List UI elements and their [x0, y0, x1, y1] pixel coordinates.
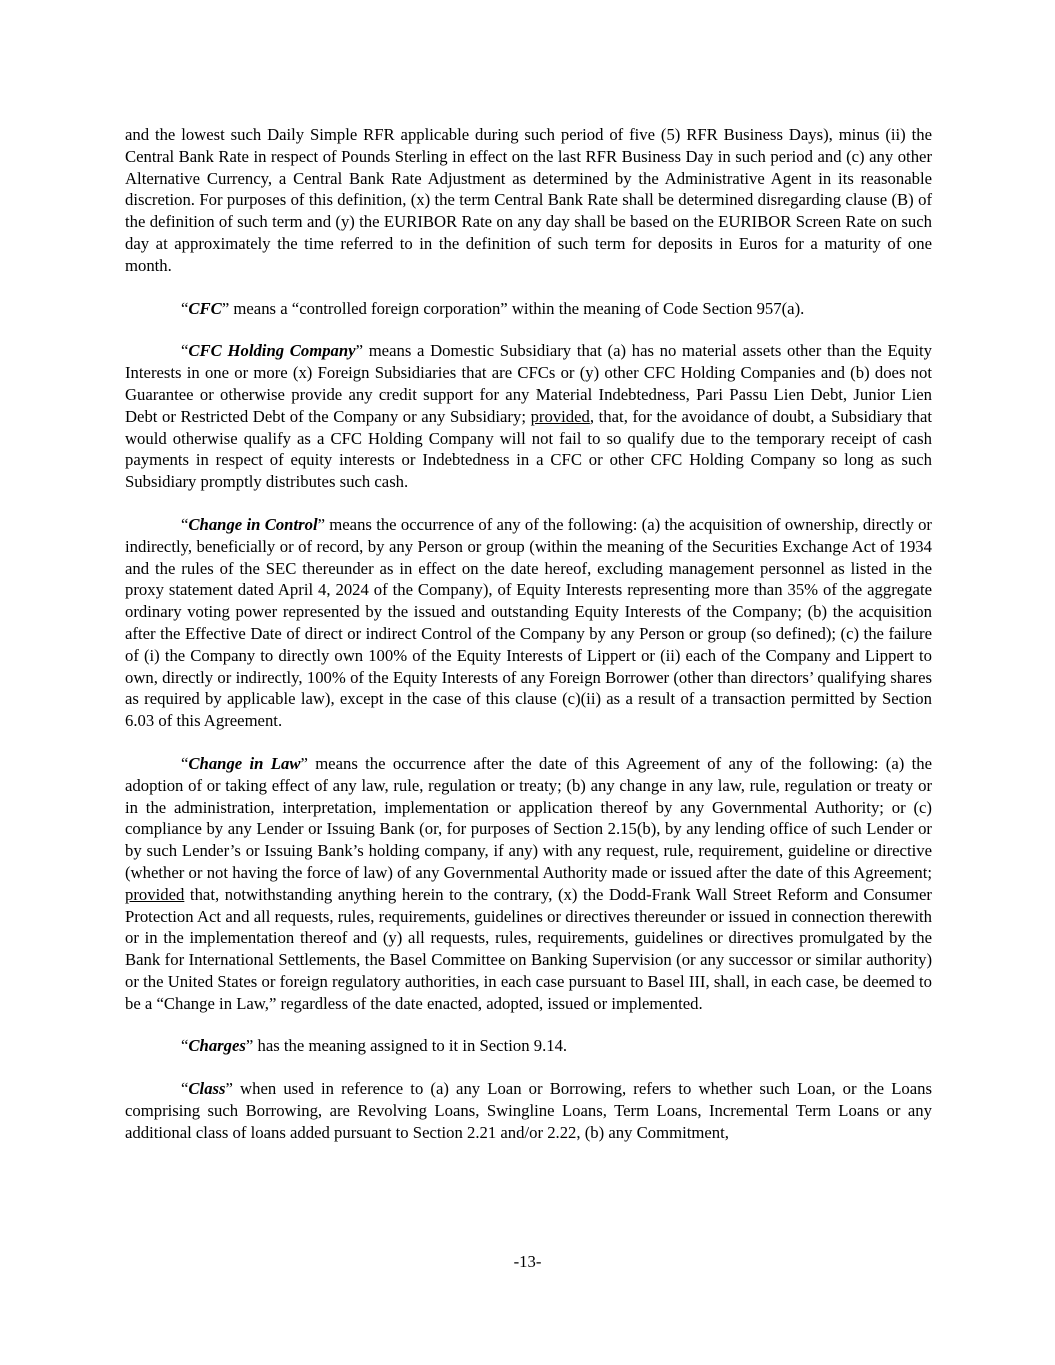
definition-text: ” means a “controlled foreign corporation” within the meaning of Code Section 957(a).	[221, 298, 805, 318]
defined-term: CFC	[188, 298, 222, 318]
defined-term: CFC Holding Company	[188, 341, 356, 361]
definition-change-in-law	[125, 753, 932, 1015]
definition-text: ” when used in reference to (a) any Loan or Borrowing, refers to whether such Loan, or the Loans comprising such Borrowing, are Revolving Loans, Swingline Loans, Term Loans, Incremental Term Loans or any additional class of loans added pursuant to Section 2.21 and/or 2.22, (b) any Commitment,	[125, 1079, 932, 1142]
definition-class	[125, 1078, 932, 1143]
open-quote: “	[181, 341, 189, 361]
open-quote: “	[181, 1036, 189, 1056]
definition-cfc-holding-company	[125, 340, 932, 493]
paragraph-continuation: and the lowest such Daily Simple RFR applicable during such period of five (5) RFR Business Days), minus (ii) the Central Bank Rate in respect of Pounds Sterling in effect on the last RFR Business Day in such period and (c) any other Alternative Currency, a Central Bank Rate Adjustment as determined by the Administrative Agent in its reasonable discretion. For purposes of this definition, (x) the term Central Bank Rate shall be determined disregarding clause (B) of the definition of such term and (y) the EURIBOR Rate on any day shall be based on the EURIBOR Screen Rate on such day at approximately the time referred to in the definition of such term for deposits in Euros for a maturity of one month.	[125, 125, 932, 275]
defined-term: Charges	[188, 1036, 246, 1056]
definition-text: ” means the occurrence of any of the following: (a) the acquisition of ownership, directly or indirectly, beneficially or of record, by any Person or group (within the meaning of the Securities Exchange Act of 1934 and the rules of the SEC thereunder as in effect on the date hereof, excluding management personnel as listed in the proxy statement dated April 4, 2024 of the Company), of Equity Interests representing more than 35% of the aggregate ordinary voting power represented by the issued and outstanding Equity Interests of the Company; (b) the acquisition after the Effective Date of direct or indirect Control of the Company by any Person or group (so defined); (c) the failure of (i) the Company to directly own 100% of the Equity Interests of Lippert or (ii) each of the Company and Lippert to own, directly or indirectly, 100% of the Equity Interests of any Foreign Borrower (other than directors’ qualifying shares as required by applicable law), except in the case of this clause (c)(ii) as a result of a transaction permitted by Section 6.03 of this Agreement.	[125, 514, 932, 731]
open-quote: “	[181, 753, 189, 773]
defined-term: Class	[188, 1079, 226, 1099]
open-quote: “	[181, 1079, 189, 1099]
underlined-proviso: provided	[530, 406, 590, 426]
definition-charges	[125, 1035, 932, 1057]
open-quote: “	[181, 298, 189, 318]
document-page	[125, 124, 932, 1144]
definition-text-continued: , that, for the avoidance of doubt, a Subsidiary that would otherwise qualify as a CFC Holding Company will not fail to so qualify due to the temporary receipt of cash payments in respect of equity interests or Indebtedness in a CFC or other CFC Holding Company so long as such Subsidiary promptly distributes such cash.	[125, 406, 932, 492]
open-quote: “	[181, 514, 189, 534]
underlined-proviso: provided	[125, 884, 185, 904]
definition-text: ” means the occurrence after the date of this Agreement of any of the following: (a) the adoption of or taking effect of any law, rule, regulation or treaty; (b) any change in any law, rule, regulation or treaty or in the administration, interpretation, implementation or application thereof by any Governmental Authority; or (c) compliance by any Lender or Issuing Bank (or, for purposes of Section 2.15(b), by any lending office of such Lender or by such Lender’s or Issuing Bank’s holding company, if any) with any request, rule, requirement, guideline or directive (whether or not having the force of law) of any Governmental Authority made or issued after the date of this Agreement;	[125, 753, 932, 882]
definition-change-in-control	[125, 514, 932, 732]
page-number: -13-	[513, 1252, 542, 1271]
definition-text-continued: that, notwithstanding anything herein to the contrary, (x) the Dodd-Frank Wall Street Reform and Consumer Protection Act and all requests, rules, requirements, guidelines or directives thereunder or issued in connection therewith or in the implementation thereof and (y) all requests, rules, requirements, guidelines or directives promulgated by the Bank for International Settlements, the Basel Committee on Banking Supervision (or any successor or similar authority) or the United States or foreign regulatory authorities, in each case pursuant to Basel III, shall, in each case, be deemed to be a “Change in Law,” regardless of the date enacted, adopted, issued or implemented.	[125, 884, 932, 1013]
defined-term: Change in Law	[188, 753, 301, 773]
definition-cfc	[125, 298, 932, 320]
definition-text: ” has the meaning assigned to it in Section 9.14.	[245, 1036, 568, 1056]
defined-term: Change in Control	[188, 514, 318, 534]
definition-text: ” means a Domestic Subsidiary that (a) has no material assets other than the Equity Interests in one or more (x) Foreign Subsidiaries that are CFCs or (y) other CFC Holding Companies and (b) does not Guarantee or otherwise provide any credit support for any Material Indebtedness, Pari Passu Lien Debt, Junior Lien Debt or Restricted Debt of the Company or any Subsidiary;	[125, 341, 932, 426]
